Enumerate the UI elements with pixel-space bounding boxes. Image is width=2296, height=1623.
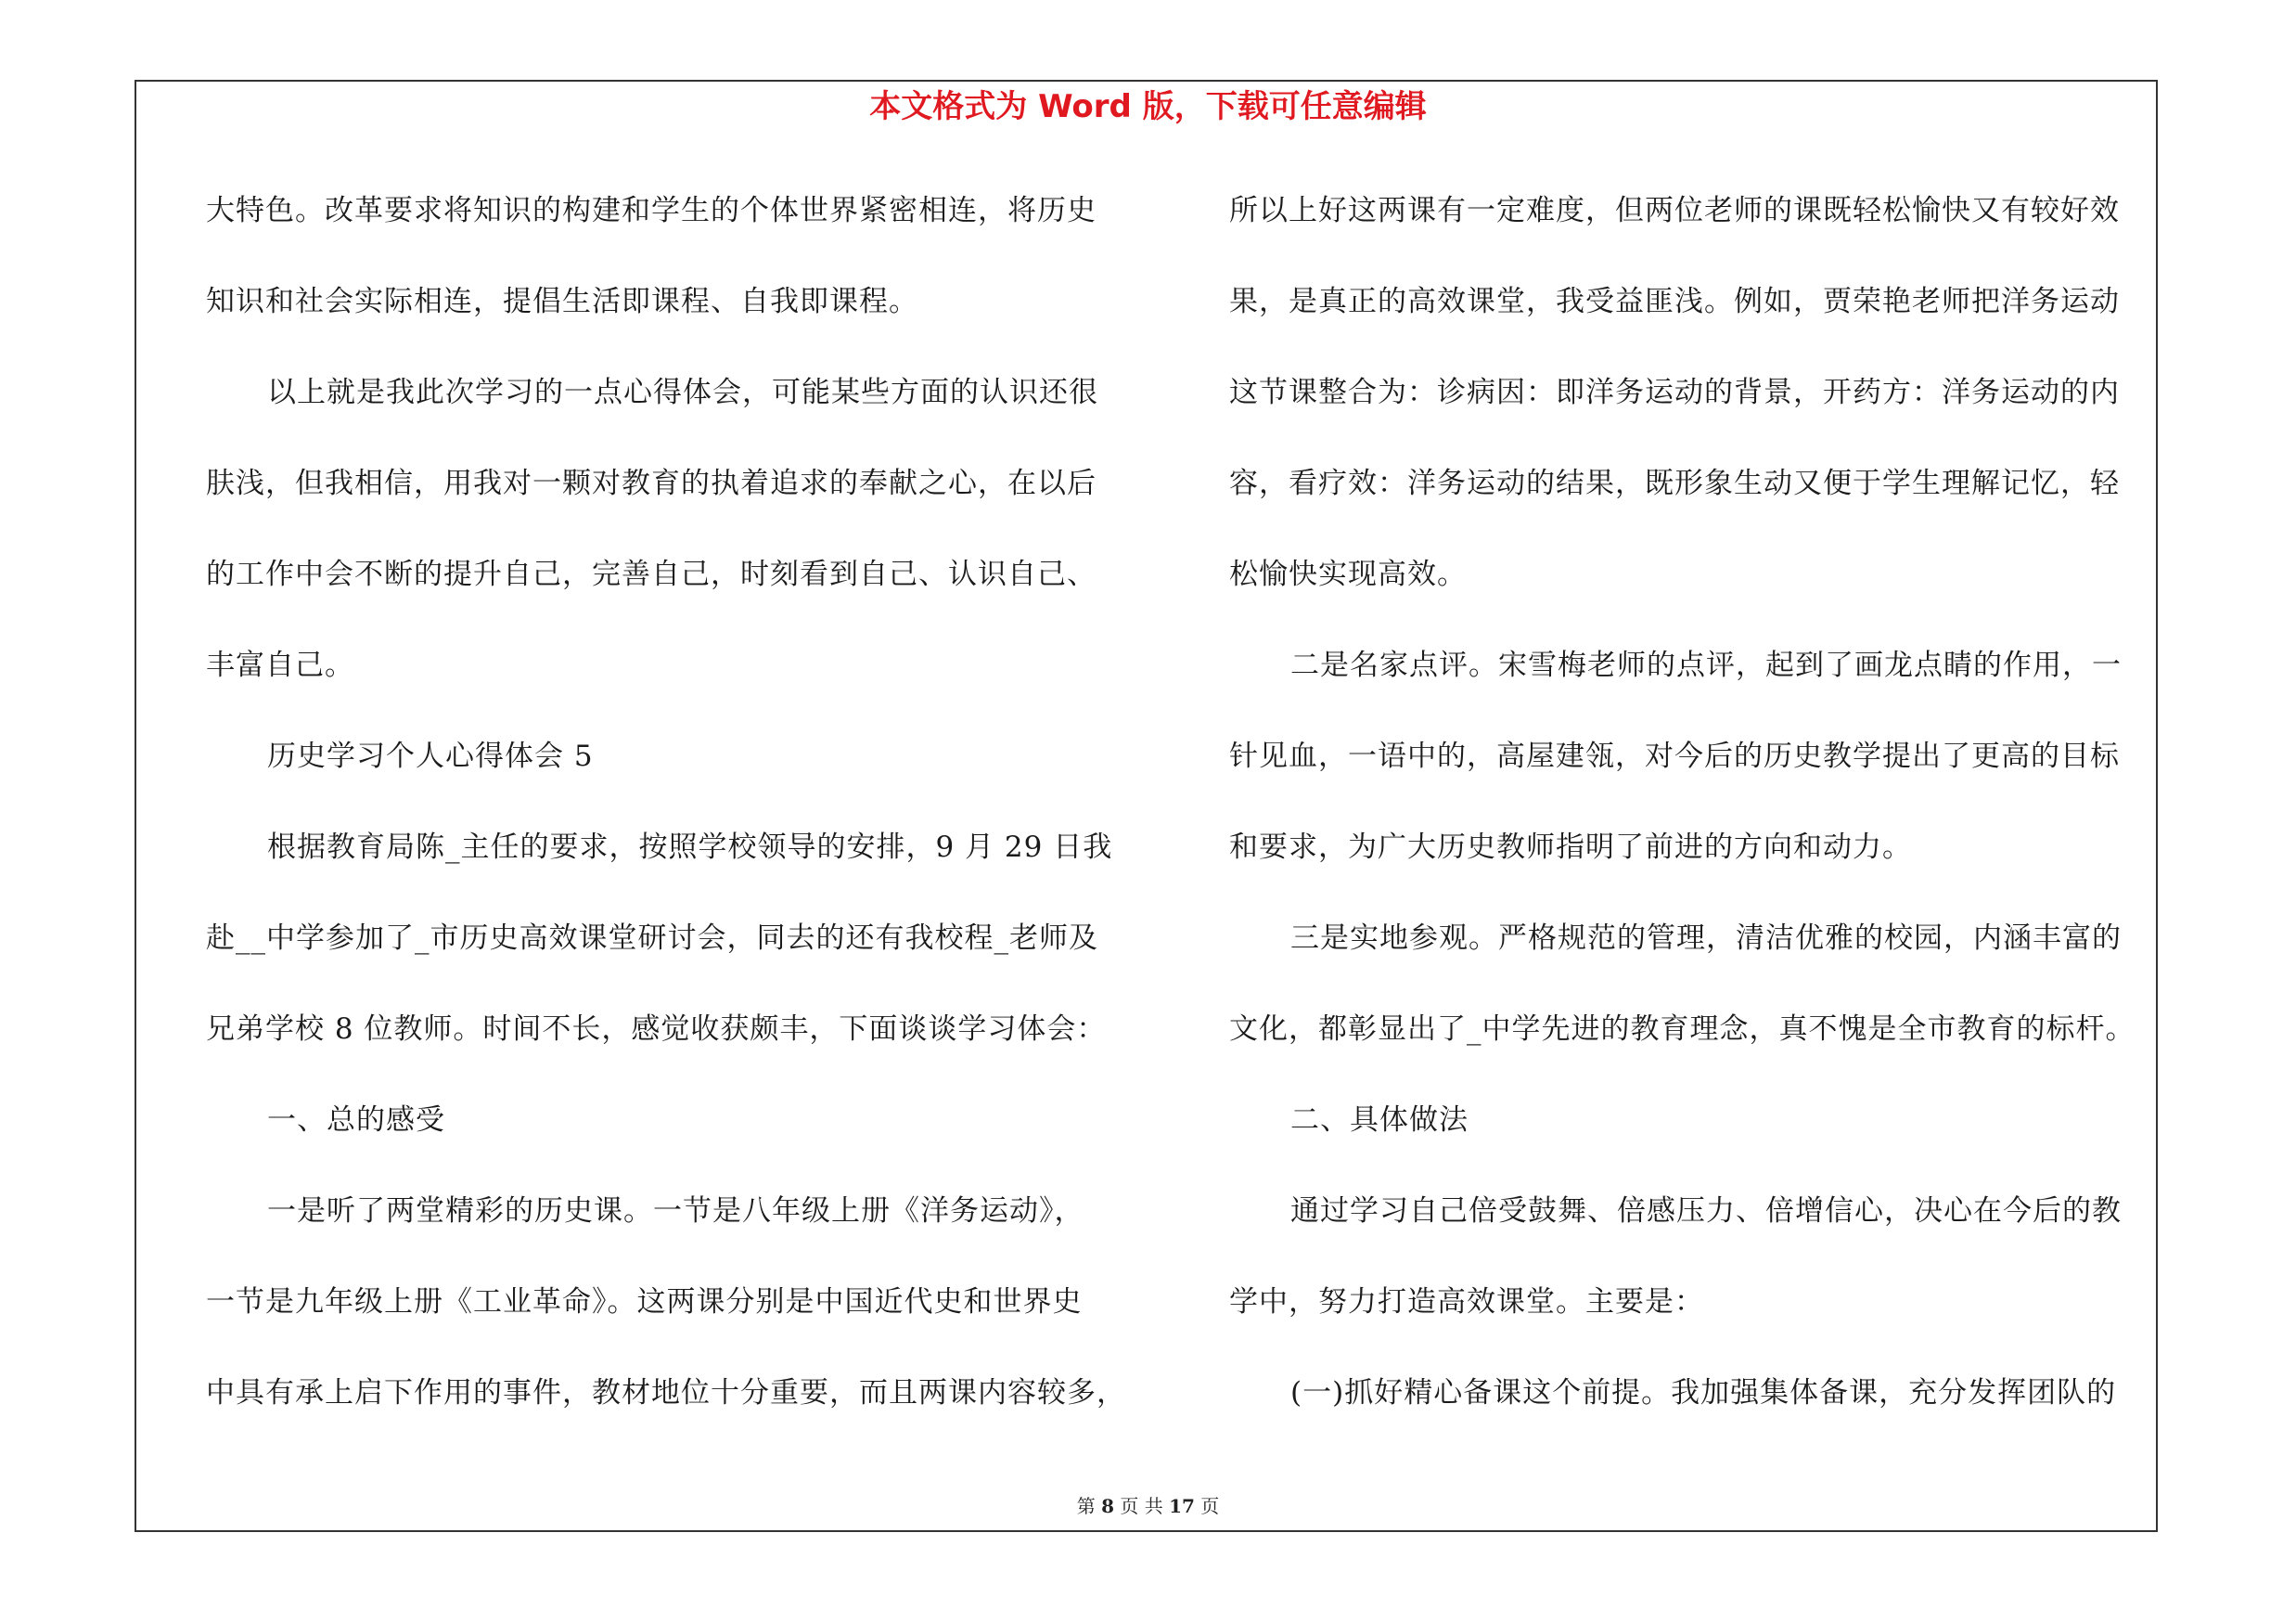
text-line: 一节是九年级上册《工业革命》。这两课分别是中国近代史和世界史	[206, 1285, 1083, 1319]
text-line: 和要求，为广大历史教师指明了前进的方向和动力。	[1229, 831, 1912, 864]
text-line: 丰富自己。	[206, 649, 354, 682]
text-line: 一是听了两堂精彩的历史课。一节是八年级上册《洋务运动》，	[267, 1194, 1084, 1228]
text-line: 三是实地参观。严格规范的管理，清洁优雅的校园，内涵丰富的	[1290, 921, 2122, 955]
text-line: 果，是真正的高效课堂，我受益匪浅。例如，贾荣艳老师把洋务运动	[1229, 285, 2120, 318]
text-line: 肤浅，但我相信，用我对一颗对教育的执着追求的奉献之心，在以后	[206, 467, 1097, 500]
text-line: 针见血，一语中的，高屋建瓴，对今后的历史教学提出了更高的目标	[1229, 740, 2120, 773]
text-line: 二、具体做法	[1290, 1103, 1469, 1137]
text-line: 历史学习个人心得体会 5	[267, 740, 594, 773]
footer-suffix: 页	[1200, 1495, 1220, 1517]
page-footer	[0, 1492, 2296, 1520]
left-text-column	[206, 182, 1143, 1455]
footer-middle: 页 共	[1120, 1495, 1163, 1517]
text-line: 以上就是我此次学习的一点心得体会，可能某些方面的认识还很	[267, 376, 1098, 409]
right-text-column	[1229, 182, 2168, 1455]
footer-prefix: 第	[1076, 1495, 1096, 1517]
text-line: 二是名家点评。宋雪梅老师的点评，起到了画龙点睛的作用，一	[1290, 649, 2122, 682]
text-line: (一)抓好精心备课这个前提。我加强集体备课，充分发挥团队的	[1290, 1376, 2117, 1410]
text-line: 中具有承上启下作用的事件，教材地位十分重要，而且两课内容较多，	[206, 1376, 1126, 1410]
text-line: 赴__中学参加了_市历史高效课堂研讨会，同去的还有我校程_老师及	[206, 921, 1098, 955]
text-line: 知识和社会实际相连，提倡生活即课程、自我即课程。	[206, 285, 918, 318]
text-line: 一、总的感受	[267, 1103, 445, 1137]
text-line: 兄弟学校 8 位教师。时间不长，感觉收获颇丰，下面谈谈学习体会：	[206, 1012, 1107, 1046]
text-line: 通过学习自己倍受鼓舞、倍感压力、倍增信心，决心在今后的教	[1290, 1194, 2122, 1228]
text-line: 这节课整合为：诊病因：即洋务运动的背景，开药方：洋务运动的内	[1229, 376, 2120, 409]
text-line: 根据教育局陈_主任的要求，按照学校领导的安排，9 月 29 日我	[267, 831, 1113, 864]
text-line: 所以上好这两课有一定难度，但两位老师的课既轻松愉快又有较好效	[1229, 194, 2120, 227]
text-line: 大特色。改革要求将知识的构建和学生的个体世界紧密相连，将历史	[206, 194, 1097, 227]
text-line: 松愉快实现高效。	[1229, 558, 1467, 591]
text-line: 学中，努力打造高效课堂。主要是：	[1229, 1285, 1704, 1319]
text-line: 容，看疗效：洋务运动的结果，既形象生动又便于学生理解记忆，轻	[1229, 467, 2120, 500]
format-banner: 本文格式为 Word 版，下载可任意编辑	[869, 88, 1427, 125]
total-page-count: 17	[1169, 1495, 1195, 1517]
current-page-number: 8	[1101, 1495, 1114, 1517]
text-line: 文化，都彰显出了_中学先进的教育理念，真不愧是全市教育的标杆。	[1229, 1012, 2136, 1046]
text-line: 的工作中会不断的提升自己，完善自己，时刻看到自己、认识自己、	[206, 558, 1097, 591]
